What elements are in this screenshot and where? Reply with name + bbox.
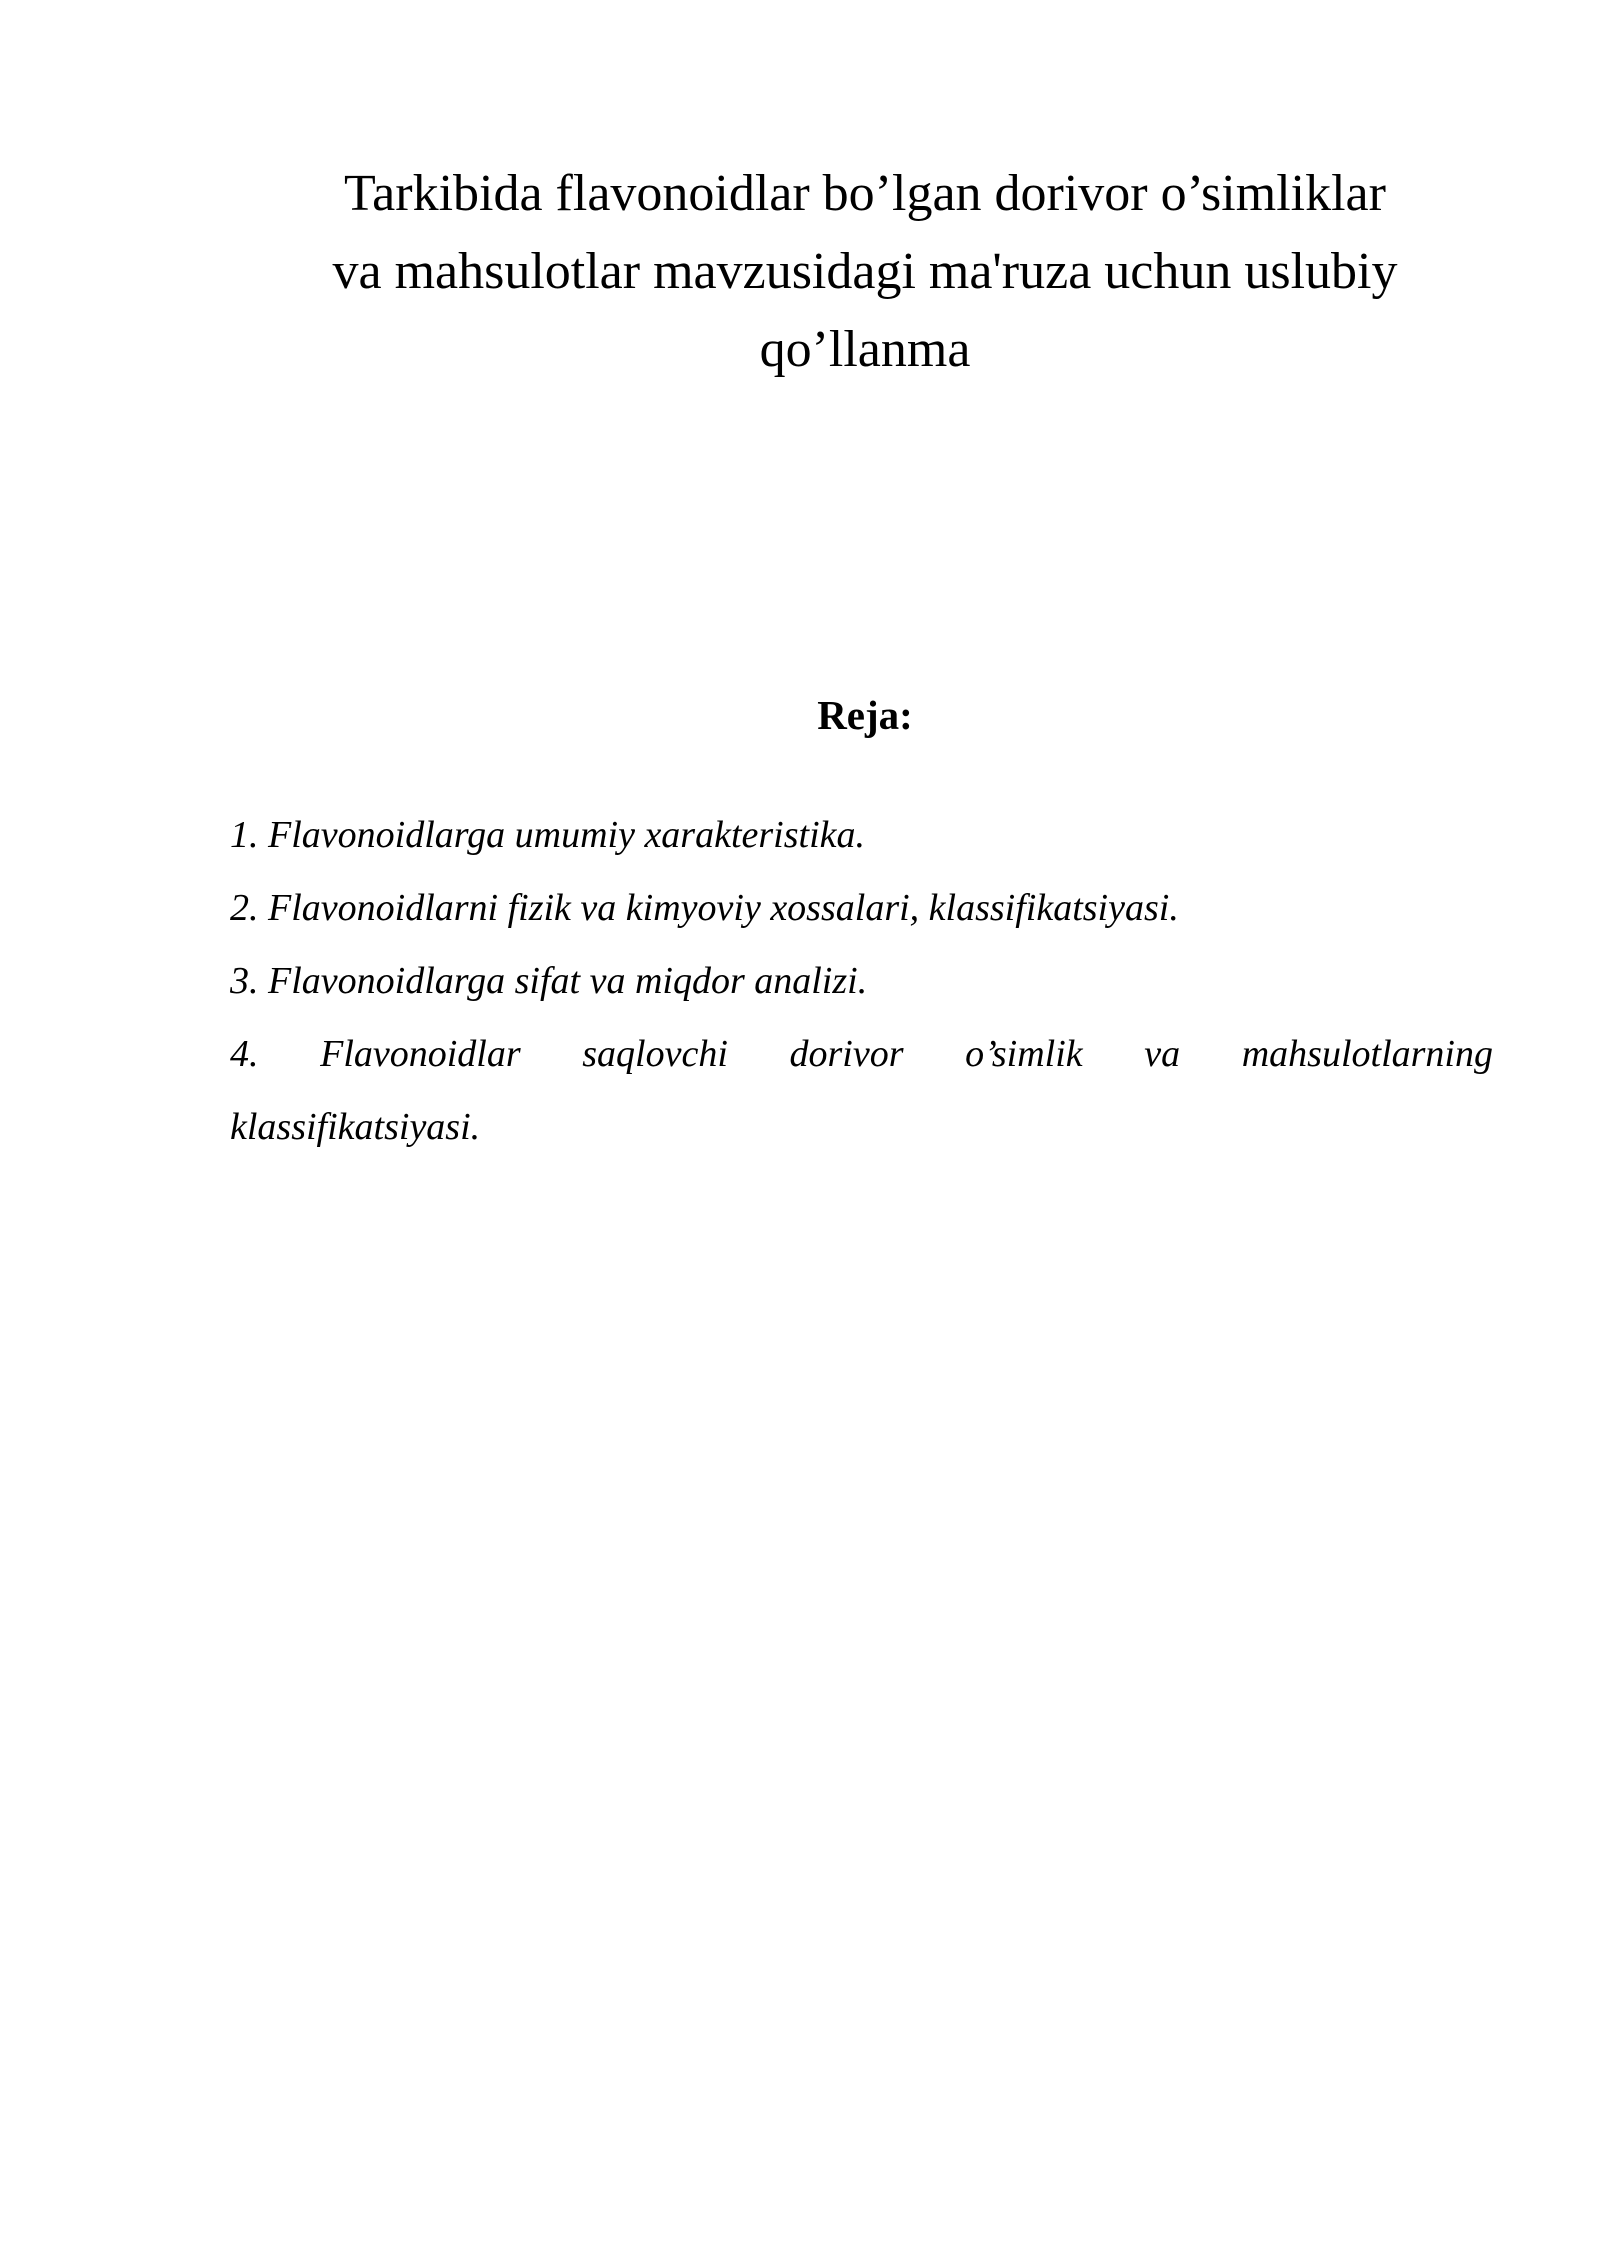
title-line-1: Tarkibida flavonoidlar bo’lgan dorivor o’simliklar [344, 165, 1386, 222]
document-title [235, 155, 1495, 389]
plan-item-4 [230, 1018, 1493, 1164]
plan-item-4-line-2: klassifikatsiyasi. [230, 1106, 481, 1148]
title-line-2: va mahsulotlar mavzusidagi ma'ruza uchun uslubiy [332, 243, 1398, 300]
title-line-3: qo’llanma [759, 321, 971, 378]
plan-item-2: 2. Flavonoidlarni fizik va kimyoviy xossalari, klassifikatsiyasi. [230, 887, 1179, 929]
plan-item-3: 3. Flavonoidlarga sifat va miqdor analizi. [230, 960, 868, 1002]
plan-list [230, 799, 1493, 1164]
plan-item-1: 1. Flavonoidlarga umumiy xarakteristika. [230, 814, 865, 856]
plan-item-4-line-1: 4. Flavonoidlar saqlovchi dorivor o’simlik va mahsulotlarning [230, 1033, 1493, 1075]
plan-heading: Reja: [817, 692, 913, 738]
